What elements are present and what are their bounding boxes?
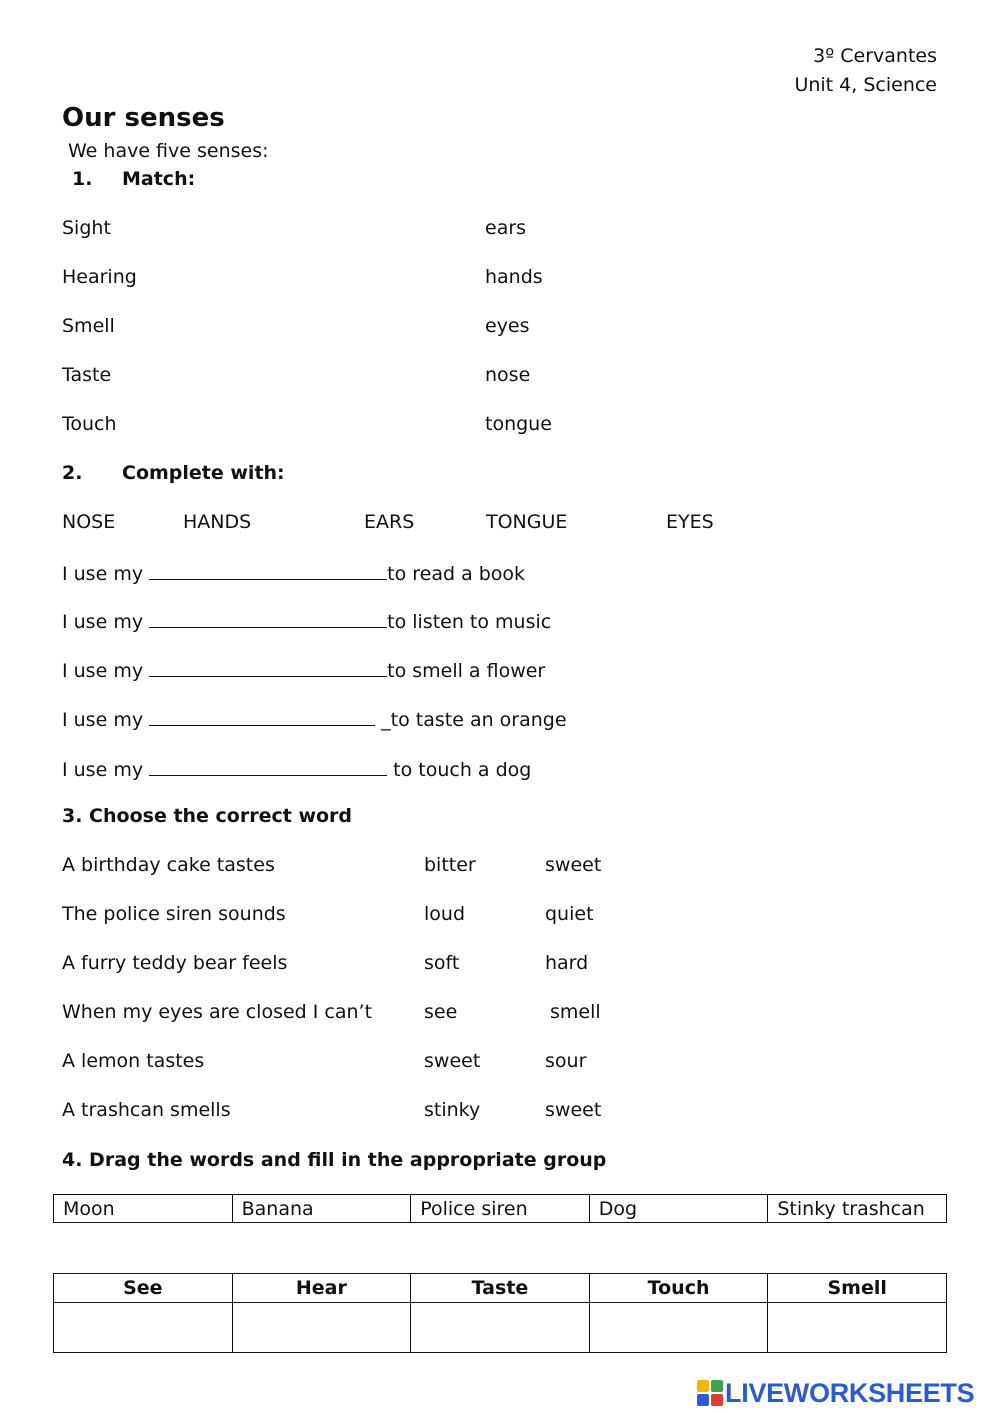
section4-heading: 4. Drag the words and fill in the appropriate group <box>62 1149 607 1171</box>
word-bank-item: HANDS <box>183 511 252 533</box>
sentence-row <box>62 609 551 633</box>
sentence-row <box>62 707 567 731</box>
intro-text: We have five senses: <box>68 140 269 162</box>
choice-option[interactable]: sweet <box>545 854 602 876</box>
match-right-item[interactable]: hands <box>485 266 543 288</box>
answer-blank[interactable] <box>149 609 387 628</box>
drop-zone-hear[interactable] <box>232 1303 411 1353</box>
liveworksheets-logo <box>697 1373 974 1413</box>
sentence-start: I use my <box>62 660 144 682</box>
draggable-word[interactable]: Stinky trashcan <box>768 1195 947 1223</box>
group-header-hear: Hear <box>232 1274 411 1303</box>
drop-zone-smell[interactable] <box>768 1303 947 1353</box>
answer-blank[interactable] <box>149 707 375 726</box>
word-bank-item: TONGUE <box>486 511 568 533</box>
choice-option[interactable]: smell <box>550 1001 601 1023</box>
choice-option[interactable]: stinky <box>424 1099 481 1121</box>
drop-zone-taste[interactable] <box>411 1303 590 1353</box>
section1-heading: Match: <box>122 168 196 190</box>
word-bank-item: EYES <box>666 511 714 533</box>
choice-option[interactable]: sweet <box>424 1050 481 1072</box>
match-right-item[interactable]: nose <box>485 364 531 386</box>
logo-text: LIVEWORKSHEETS <box>725 1377 975 1408</box>
match-right-item[interactable]: ears <box>485 217 527 239</box>
match-right-item[interactable]: tongue <box>485 413 552 435</box>
choice-option[interactable]: sweet <box>545 1099 602 1121</box>
match-right-item[interactable]: eyes <box>485 315 530 337</box>
sentence-end: to smell a flower <box>387 660 546 682</box>
match-left-item[interactable]: Hearing <box>62 266 137 288</box>
section2-number: 2. <box>62 462 83 484</box>
unit-label: Unit 4, Science <box>794 74 937 96</box>
choice-option[interactable]: loud <box>424 903 466 925</box>
draggable-word[interactable]: Police siren <box>411 1195 590 1223</box>
sentence-end: _to taste an orange <box>381 709 567 731</box>
class-name: 3º Cervantes <box>813 45 937 67</box>
sentence-row <box>62 757 531 781</box>
sentence-end: to listen to music <box>387 611 552 633</box>
sentence-start: I use my <box>62 709 144 731</box>
page-title: Our senses <box>62 103 225 133</box>
draggable-word[interactable]: Moon <box>54 1195 233 1223</box>
group-header-taste: Taste <box>411 1274 590 1303</box>
answer-blank[interactable] <box>149 561 387 580</box>
match-left-item[interactable]: Taste <box>62 364 112 386</box>
answer-blank[interactable] <box>149 757 387 776</box>
drop-zone-touch[interactable] <box>589 1303 768 1353</box>
choice-phrase: When my eyes are closed I can’t <box>62 1001 373 1023</box>
answer-blank[interactable] <box>149 658 387 677</box>
sentence-start: I use my <box>62 563 144 585</box>
choice-phrase: A furry teddy bear feels <box>62 952 288 974</box>
choice-option[interactable]: see <box>424 1001 458 1023</box>
match-left-item[interactable]: Touch <box>62 413 117 435</box>
choice-option[interactable]: hard <box>545 952 589 974</box>
drop-zone-see[interactable] <box>54 1303 233 1353</box>
group-header-smell: Smell <box>768 1274 947 1303</box>
sentence-end: to touch a dog <box>393 759 532 781</box>
word-bank-item: NOSE <box>62 511 116 533</box>
group-header-see: See <box>54 1274 233 1303</box>
word-table <box>53 1194 947 1223</box>
draggable-word[interactable]: Banana <box>232 1195 411 1223</box>
group-table <box>53 1273 947 1353</box>
sentence-end: to read a book <box>387 563 526 585</box>
choice-option[interactable]: quiet <box>545 903 594 925</box>
sentence-start: I use my <box>62 611 144 633</box>
section3-heading: 3. Choose the correct word <box>62 805 353 827</box>
match-left-item[interactable]: Smell <box>62 315 115 337</box>
word-bank-item: EARS <box>364 511 415 533</box>
choice-phrase: A trashcan smells <box>62 1099 231 1121</box>
sentence-row <box>62 658 545 682</box>
choice-option[interactable]: sour <box>545 1050 587 1072</box>
choice-phrase: A lemon tastes <box>62 1050 205 1072</box>
choice-option[interactable]: bitter <box>424 854 476 876</box>
liveworksheets-logo-icon <box>697 1380 723 1406</box>
choice-option[interactable]: soft <box>424 952 460 974</box>
sentence-start: I use my <box>62 759 144 781</box>
sentence-row <box>62 561 525 585</box>
section2-heading: Complete with: <box>122 462 285 484</box>
draggable-word[interactable]: Dog <box>589 1195 768 1223</box>
section1-number: 1. <box>72 168 93 190</box>
group-header-touch: Touch <box>589 1274 768 1303</box>
choice-phrase: The police siren sounds <box>62 903 286 925</box>
choice-phrase: A birthday cake tastes <box>62 854 275 876</box>
match-left-item[interactable]: Sight <box>62 217 111 239</box>
